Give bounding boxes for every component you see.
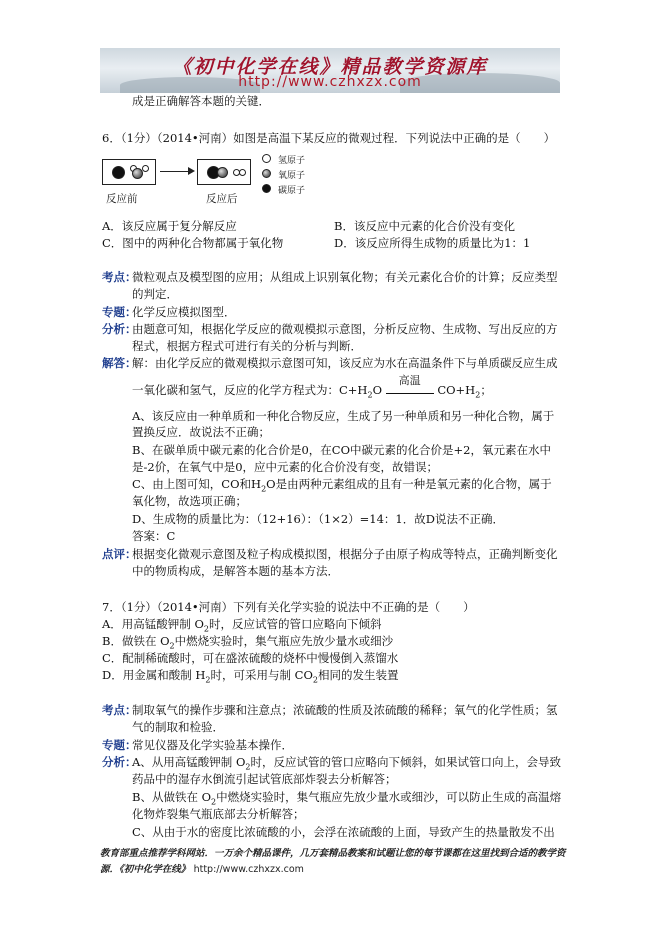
text-fragment: ； [480, 383, 492, 397]
before-box [102, 159, 156, 185]
section-label: 点评： [102, 547, 137, 561]
footer-text: 教育部重点推荐学科网站．一万余个精品课件，几万套精品教案和试题让您的每节课都在这里找到合适的教学资源．《初中化学在线》 [100, 848, 566, 875]
text-fragment: 时，反应试管的管口应略向下倾斜，如果试管口向上，会导致 [250, 755, 561, 769]
text-line: 微粒观点及模型图的应用；从组成上识别氧化物；有关元素化合价的计算；反应类型 [132, 270, 558, 284]
text-line: C、从由于水的密度比浓硫酸的小，会浮在浓硫酸的上面，导致产生的热量散发不出 [132, 825, 555, 839]
text-line: 氧化物，故选项正确； [132, 494, 247, 508]
legend-label: 氢原子 [278, 156, 306, 166]
text-line: 化学反应模拟图型． [132, 305, 236, 319]
text-fragment: O [372, 383, 382, 397]
subscript: 2 [312, 675, 318, 685]
text-line: 由题意可知，根据化学反应的微观模拟示意图，分析反应物、生成物、写出反应的方 [132, 322, 558, 336]
text-fragment: 时，可采用与制 CO [210, 668, 313, 682]
text-line: 置换反应．故说法不正确； [132, 425, 270, 439]
text-line: 的判定． [132, 287, 178, 301]
option-d: D．该反应所得生成物的质量比为1：1 [334, 236, 531, 250]
option-c: C．图中的两种化合物都属于氧化物 [102, 236, 284, 250]
text-fragment: B、从做铁在 O [132, 790, 212, 804]
answer-line: 答案：C [132, 529, 176, 543]
legend-label: 氧原子 [278, 171, 306, 181]
banner-url[interactable]: http://www.czhxzx.com [238, 74, 422, 90]
option-a: A．该反应属于复分解反应 [102, 219, 237, 233]
text-line: A、该反应由一种单质和一种化合物反应，生成了另一种单质和另一种化合物，属于 [132, 409, 555, 423]
section-label: 解答： [102, 356, 137, 370]
banner-title: 《初中化学在线》精品教学资源库 [172, 56, 488, 78]
section-label: 专题： [102, 305, 137, 319]
subscript: 2 [169, 641, 175, 651]
text-fragment: 中燃烧实验时，集气瓶应先放少量水或细沙 [174, 634, 394, 648]
legend-label: 碳原子 [278, 186, 306, 196]
question-7-title: 7．（1分）（2014•河南）下列有关化学实验的说法中不正确的是（ ） [102, 600, 475, 614]
section-label: 分析： [102, 322, 137, 336]
text-line: 成是正确解答本题的关键． [132, 94, 270, 108]
subscript: 2 [245, 762, 251, 772]
text-fragment: D．用金属和酸制 H [102, 668, 206, 682]
text-line: 中的物质构成，是解答本题的基本方法． [132, 564, 339, 578]
text-fragment: 相同的发生装置 [317, 668, 399, 682]
text-fragment: 一氧化碳和氢气，反应的化学方程式为：C+H [132, 383, 368, 397]
text-line: 根据变化微观示意图及粒子构成模拟图，根据分子由原子构成等特点，正确判断变化 [132, 547, 558, 561]
subscript: 2 [261, 484, 267, 494]
carbon-atom-icon [112, 166, 125, 179]
text-fragment: A．用高锰酸钾制 O [102, 617, 204, 631]
text-line: 常见仪器及化学实验基本操作． [132, 738, 293, 752]
text-line: 是-2价，在氧气中是0，应中元素的化合价没有变，故错误； [132, 460, 439, 474]
header-banner [100, 48, 560, 93]
text-fragment: A、从用高锰酸钾制 O [132, 755, 246, 769]
after-label: 反应后 [206, 193, 238, 205]
after-box [197, 159, 251, 185]
subscript: 2 [205, 675, 211, 685]
text-line: 药品中的湿存水倒流引起试管底部炸裂去分析解答； [132, 772, 397, 786]
option-c: C．配制稀硫酸时，可在盛浓硫酸的烧杯中慢慢倒入蒸馏水 [102, 651, 399, 665]
text-fragment: B．做铁在 O [102, 634, 170, 648]
text-fragment: O是由两种元素组成的且有一种是氧元素的化合物，属于 [266, 477, 552, 491]
subscript: 2 [475, 390, 481, 400]
oxygen-atom-icon [262, 169, 271, 178]
text-line: B、在碳单质中碳元素的化合价是0，在CO中碳元素的化合价是+2，氧元素在水中 [132, 443, 551, 457]
text-line: D、生成物的质量比为：（12+16）：（1×2）=14：1．故D说法不正确． [132, 512, 504, 526]
arrow-head-icon [188, 167, 195, 175]
text-line: 化物炸裂集气瓶底部去分析解答； [132, 807, 305, 821]
section-label: 考点： [102, 703, 137, 717]
text-line: 气的制取和检验． [132, 720, 224, 734]
subscript: 2 [211, 797, 217, 807]
equation-line [132, 374, 492, 402]
footer-url[interactable]: http://www.czhxzx.com [193, 864, 304, 875]
text-line: 程式，根据方程式可进行有关的分析与判断． [132, 339, 362, 353]
section-label: 分析： [102, 755, 137, 769]
text-fragment: C、由上图可知，CO和H [132, 477, 262, 491]
section-label: 考点： [102, 270, 137, 284]
text-fragment: CO+H [437, 383, 476, 397]
question-6-title: 6．（1分）（2014•河南）如图是高温下某反应的微观过程．下列说法中正确的是（ ） [102, 131, 556, 145]
option-b: B．该反应中元素的化合价没有变化 [334, 219, 515, 233]
hydrogen-atom-icon [239, 169, 246, 176]
carbon-atom-icon [262, 184, 271, 193]
oxygen-atom-icon [217, 167, 228, 178]
before-label: 反应前 [106, 193, 138, 205]
hydrogen-atom-icon [262, 154, 271, 163]
hydrogen-atom-icon [142, 165, 149, 172]
equation-bar [386, 393, 434, 394]
condition-label: 高温 [398, 374, 421, 387]
text-line: 解：由化学反应的微观模拟示意图可知，该反应为水在高温条件下与单质碳反应生成 [132, 356, 558, 370]
subscript: 2 [367, 390, 373, 400]
section-label: 专题： [102, 738, 137, 752]
option-d [102, 668, 398, 687]
reaction-condition [386, 374, 434, 394]
text-line: 制取氧气的操作步骤和注意点；浓硫酸的性质及浓硫酸的稀释；氧气的化学性质；氢 [132, 703, 558, 717]
subscript: 2 [203, 624, 209, 634]
page-footer [100, 846, 570, 878]
text-fragment: 中燃烧实验时，集气瓶应先放少量水或细沙，可以防止生成的高温熔 [216, 790, 562, 804]
text-fragment: 时，反应试管的管口应略向下倾斜 [208, 617, 382, 631]
